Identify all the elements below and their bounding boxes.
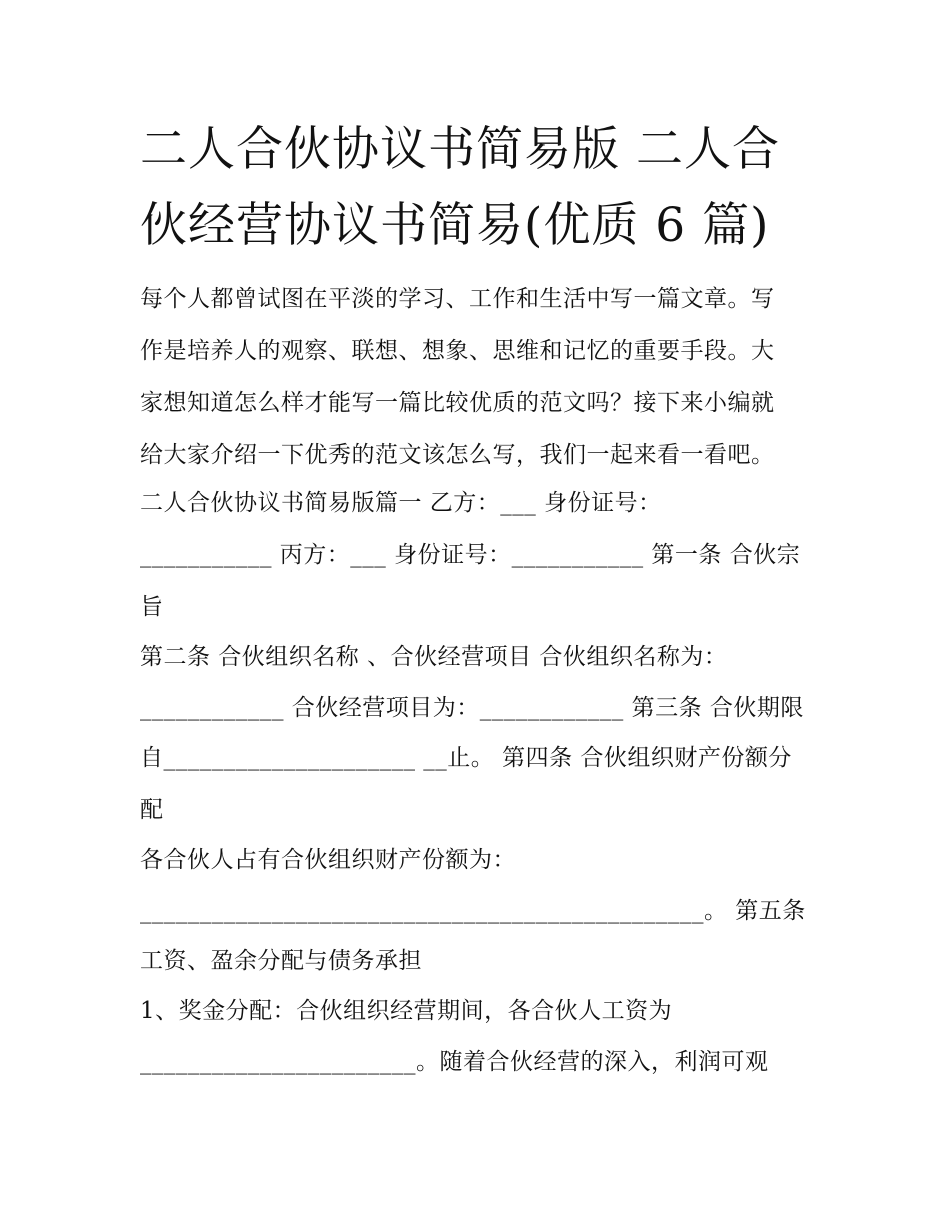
- paragraph-line: 第二条 合伙组织名称 、合伙经营项目 合伙组织名称为：: [140, 644, 728, 670]
- paragraph-line: ____________ 合伙经营项目为：____________ 第三条 合伙期限: [140, 695, 804, 721]
- paragraph-line: 作是培养人的观察、联想、想象、思维和记忆的重要手段。大: [140, 338, 775, 364]
- paragraph-line: 二人合伙协议书简易版篇一 乙方：___ 身份证号：: [140, 490, 662, 516]
- paragraph-line: _______________________。随着合伙经营的深入，利润可观: [140, 1049, 769, 1075]
- paragraph-line: ___________ 丙方：___ 身份证号：___________ 第一条 合伙宗: [140, 542, 801, 568]
- paragraph-line: 配: [140, 797, 164, 823]
- paragraph-line: 家想知道怎么样才能写一篇比较优质的范文吗？接下来小编就: [140, 390, 775, 416]
- paragraph-line: 1、奖金分配：合伙组织经营期间，各合伙人工资为: [140, 998, 673, 1024]
- title-line-2: 伙经营协议书简易(优质 6 篇): [140, 198, 770, 253]
- paragraph-line: 工资、盈余分配与债务承担: [140, 948, 422, 974]
- title-line-1: 二人合伙协议书简易版 二人合: [140, 122, 780, 177]
- paragraph-line: 每个人都曾试图在平淡的学习、工作和生活中写一篇文章。写: [140, 286, 775, 312]
- document-title: [140, 112, 820, 264]
- paragraph-line: 给大家介绍一下优秀的范文该怎么写，我们一起来看一看吧。: [140, 442, 775, 468]
- paragraph-line: 自_____________________ __止。 第四条 合伙组织财产份额分: [140, 745, 792, 771]
- paragraph-line: 旨: [140, 594, 164, 620]
- paragraph-line: 各合伙人占有合伙组织财产份额为：: [140, 847, 516, 873]
- paragraph-line: _______________________________________________。 第五条: [140, 898, 806, 924]
